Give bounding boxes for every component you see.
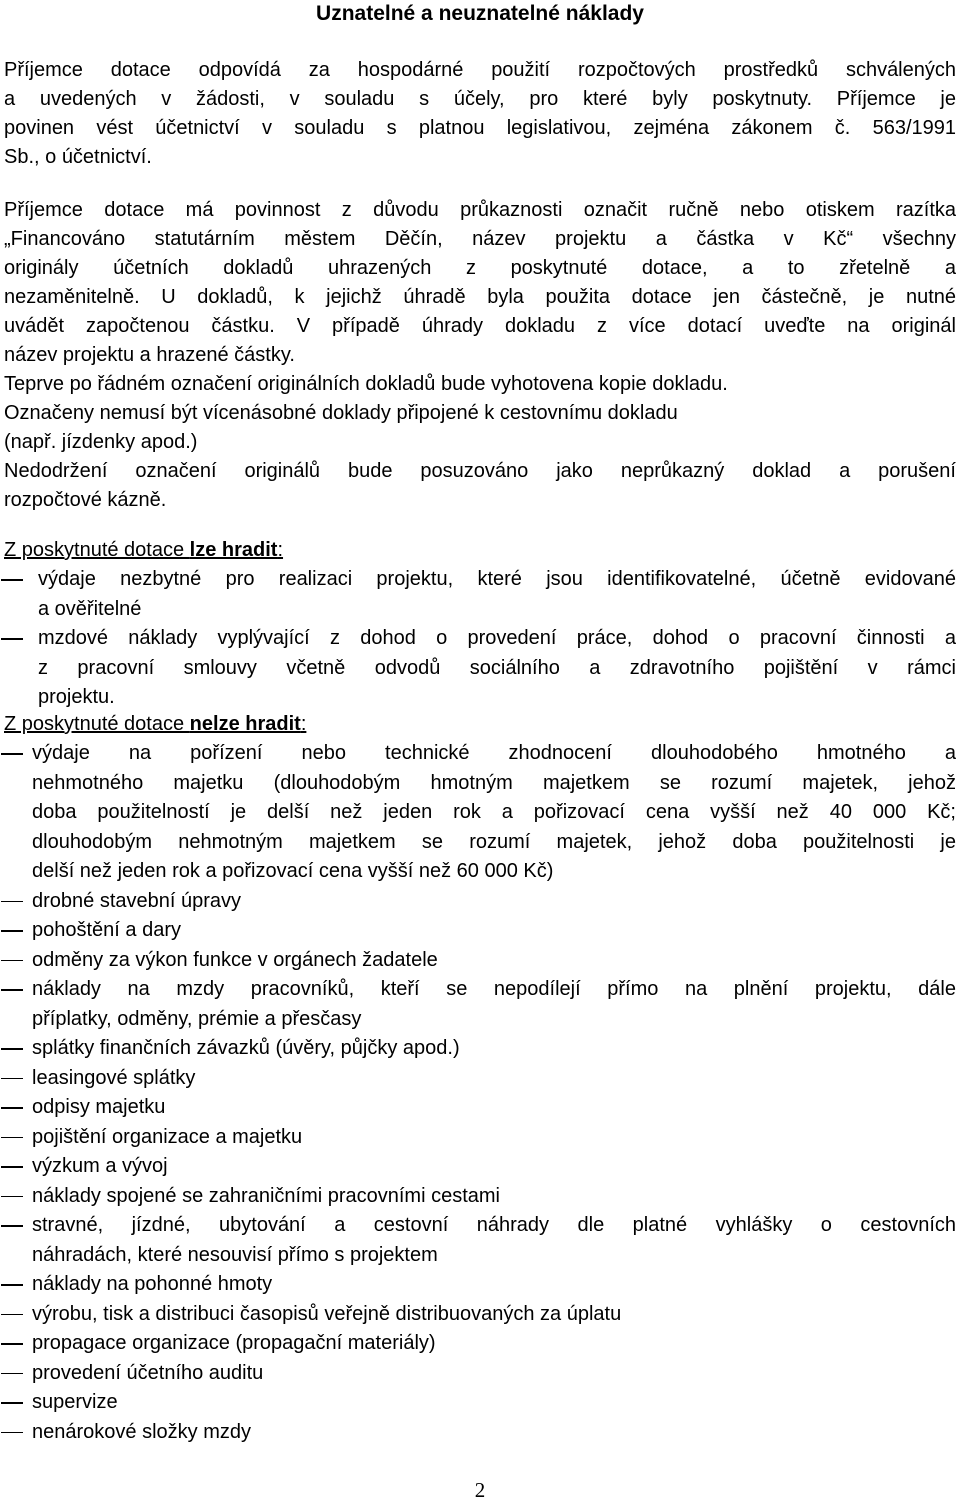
- dash-bullet-icon: [1, 1432, 23, 1434]
- list-item: [0, 1064, 960, 1094]
- dash-bullet-icon: [1, 579, 23, 581]
- list-item-text: [32, 1152, 956, 1182]
- list-item-text: [38, 565, 956, 624]
- list-item-text: [32, 1123, 956, 1153]
- dash-bullet-icon: [1, 1166, 23, 1168]
- list-item-text: [32, 1359, 956, 1389]
- list-item: [0, 1300, 960, 1330]
- page-title: Uznatelné a neuznatelné náklady: [316, 2, 644, 25]
- list-item: [0, 1123, 960, 1153]
- list-item-line: náklady spojené se zahraničními pracovními cestami: [32, 1184, 500, 1207]
- list-item-text: [32, 887, 956, 917]
- list-item-line: nehmotného majetku (dlouhodobým hmotným majetkem se rozumí majetek, jehož: [32, 771, 956, 794]
- paragraph-line: „Financováno statutárním městem Děčín, název projektu a částka v Kč“ všechny: [4, 228, 956, 250]
- allowed-costs-heading: [4, 536, 283, 565]
- allowed-heading-suffix: :: [277, 539, 284, 561]
- dash-bullet-icon: [1, 1196, 23, 1198]
- list-item-line: výzkum a vývoj: [32, 1155, 168, 1177]
- dash-bullet-icon: [1, 753, 23, 755]
- list-item-line: drobné stavební úpravy: [32, 889, 242, 912]
- list-item-line: výrobu, tisk a distribuci časopisů veřejně distribuovaných za úplatu: [32, 1302, 622, 1325]
- list-item-text: [32, 946, 956, 976]
- list-item-line: delší než jeden rok a pořizovací cena vyšší než 60 000 Kč): [32, 860, 554, 882]
- disallowed-heading-bold: nelze hradit: [189, 713, 301, 735]
- list-item-line: náhradách, které nesouvisí přímo s projektem: [32, 1243, 438, 1266]
- paragraph-line: Příjemce dotace má povinnost z důvodu průkaznosti označit ručně nebo otiskem razítka: [4, 199, 956, 221]
- paragraph-line: originály účetních dokladů uhrazených z poskytnuté dotace, a to zřetelně a: [4, 257, 956, 279]
- paragraph-line: (např. jízdenky apod.): [4, 431, 198, 453]
- paragraph-line: a uvedených v žádosti, v souladu s účely, pro které byly poskytnuty. Příjemce je: [4, 88, 956, 110]
- list-item-line: z pracovní smlouvy včetně odvodů sociálního a zdravotního pojištění v rámci: [38, 656, 956, 679]
- dash-bullet-icon: [1, 1137, 23, 1139]
- list-item: [0, 1418, 960, 1448]
- paragraph-line: název projektu a hrazené částky.: [4, 344, 295, 366]
- list-item: [0, 1211, 960, 1270]
- disallowed-costs-list: [0, 739, 960, 1447]
- list-item-line: leasingové splátky: [32, 1066, 196, 1089]
- dash-bullet-icon: [1, 1078, 23, 1080]
- list-item-line: odpisy majetku: [32, 1096, 166, 1118]
- dash-bullet-icon: [1, 1343, 23, 1345]
- list-item-line: pojištění organizace a majetku: [32, 1125, 303, 1148]
- list-item-text: [32, 1064, 956, 1094]
- list-item-line: dlouhodobým nehmotným majetkem se rozumí majetek, jehož doba použitelnosti je: [32, 830, 956, 853]
- list-item-line: doba použitelností je delší než jeden rok a pořizovací cena vyšší než 40 000 Kč;: [32, 801, 956, 823]
- list-item-text: [32, 1182, 956, 1212]
- page-number: 2: [474, 1478, 486, 1502]
- list-item: [0, 975, 960, 1034]
- list-item-line: splátky finančních závazků (úvěry, půjčky apod.): [32, 1037, 460, 1059]
- paragraph-line: nezaměnitelně. U dokladů, k jejichž úhradě byla použita dotace jen částečně, je nutné: [4, 286, 956, 308]
- list-item-line: stravné, jízdné, ubytování a cestovní náhrady dle platné vyhlášky o cestovních: [32, 1214, 956, 1236]
- list-item: [0, 739, 960, 887]
- paragraph-document-marking: [4, 196, 956, 515]
- list-item: [0, 916, 960, 946]
- list-item-text: [32, 1034, 956, 1064]
- dash-bullet-icon: [1, 960, 23, 962]
- list-item-text: [32, 1270, 956, 1300]
- allowed-costs-list: [0, 565, 960, 713]
- dash-bullet-icon: [1, 1402, 23, 1404]
- allowed-heading-bold: lze hradit: [189, 539, 278, 561]
- list-item: [0, 1152, 960, 1182]
- list-item-text: [32, 739, 956, 887]
- list-item-line: nenárokové složky mzdy: [32, 1420, 251, 1443]
- dash-bullet-icon: [1, 638, 23, 640]
- dash-bullet-icon: [1, 1373, 23, 1375]
- dash-bullet-icon: [1, 989, 23, 991]
- list-item-line: projektu.: [38, 686, 115, 708]
- disallowed-costs-heading: [4, 710, 306, 739]
- list-item-text: [32, 1388, 956, 1418]
- disallowed-heading-suffix: :: [300, 713, 307, 735]
- list-item-line: provedení účetního auditu: [32, 1361, 264, 1384]
- list-item-line: náklady na mzdy pracovníků, kteří se nepodílejí přímo na plnění projektu, dále: [32, 978, 956, 1000]
- dash-bullet-icon: [1, 1284, 23, 1286]
- list-item-line: výdaje na pořízení nebo technické zhodnocení dlouhodobého hmotného a: [32, 742, 956, 764]
- dash-bullet-icon: [1, 1225, 23, 1227]
- list-item-line: příplatky, odměny, prémie a přesčasy: [32, 1007, 362, 1030]
- list-item-line: a ověřitelné: [38, 597, 142, 620]
- list-item-line: výdaje nezbytné pro realizaci projektu, které jsou identifikovatelné, účetně evidované: [38, 568, 956, 590]
- paragraph-recipient-obligations: [4, 56, 956, 172]
- list-item-line: propagace organizace (propagační materiály): [32, 1332, 436, 1354]
- list-item-text: [32, 1300, 956, 1330]
- list-item-text: [32, 975, 956, 1034]
- list-item: [0, 1093, 960, 1123]
- list-item: [0, 1182, 960, 1212]
- list-item: [0, 887, 960, 917]
- paragraph-line: uvádět započtenou částku. V případě úhrady dokladu z více dotací uveďte na originál: [4, 315, 956, 337]
- list-item: [0, 1270, 960, 1300]
- dash-bullet-icon: [1, 901, 23, 903]
- paragraph-line: Nedodržení označení originálů bude posuzováno jako neprůkazný doklad a porušení: [4, 460, 956, 482]
- paragraph-line: povinen vést účetnictví v souladu s platnou legislativou, zejména zákonem č. 563/1991: [4, 117, 956, 139]
- list-item: [0, 1359, 960, 1389]
- list-item: [0, 1329, 960, 1359]
- paragraph-line: Sb., o účetnictví.: [4, 146, 152, 168]
- list-item-line: pohoštění a dary: [32, 919, 181, 941]
- paragraph-line: Příjemce dotace odpovídá za hospodárné použití rozpočtových prostředků schválených: [4, 59, 956, 81]
- list-item: [0, 565, 960, 624]
- list-item-line: mzdové náklady vyplývající z dohod o provedení práce, dohod o pracovní činnosti a: [38, 627, 956, 649]
- list-item-text: [32, 1093, 956, 1123]
- list-item-text: [38, 624, 956, 713]
- list-item-line: odměny za výkon funkce v orgánech žadatele: [32, 948, 438, 971]
- list-item-line: náklady na pohonné hmoty: [32, 1273, 273, 1295]
- paragraph-line: Teprve po řádném označení originálních dokladů bude vyhotovena kopie dokladu.: [4, 373, 728, 395]
- list-item: [0, 624, 960, 713]
- list-item-line: supervize: [32, 1391, 118, 1413]
- disallowed-heading-prefix: Z poskytnuté dotace: [4, 713, 190, 735]
- list-item-text: [32, 916, 956, 946]
- list-item: [0, 1034, 960, 1064]
- dash-bullet-icon: [1, 1314, 23, 1316]
- dash-bullet-icon: [1, 930, 23, 932]
- paragraph-line: rozpočtové kázně.: [4, 489, 167, 511]
- list-item-text: [32, 1329, 956, 1359]
- dash-bullet-icon: [1, 1107, 23, 1109]
- list-item-text: [32, 1211, 956, 1270]
- dash-bullet-icon: [1, 1048, 23, 1050]
- list-item-text: [32, 1418, 956, 1448]
- list-item: [0, 946, 960, 976]
- allowed-heading-prefix: Z poskytnuté dotace: [4, 539, 190, 561]
- list-item: [0, 1388, 960, 1418]
- paragraph-line: Označeny nemusí být vícenásobné doklady připojené k cestovnímu dokladu: [4, 402, 678, 424]
